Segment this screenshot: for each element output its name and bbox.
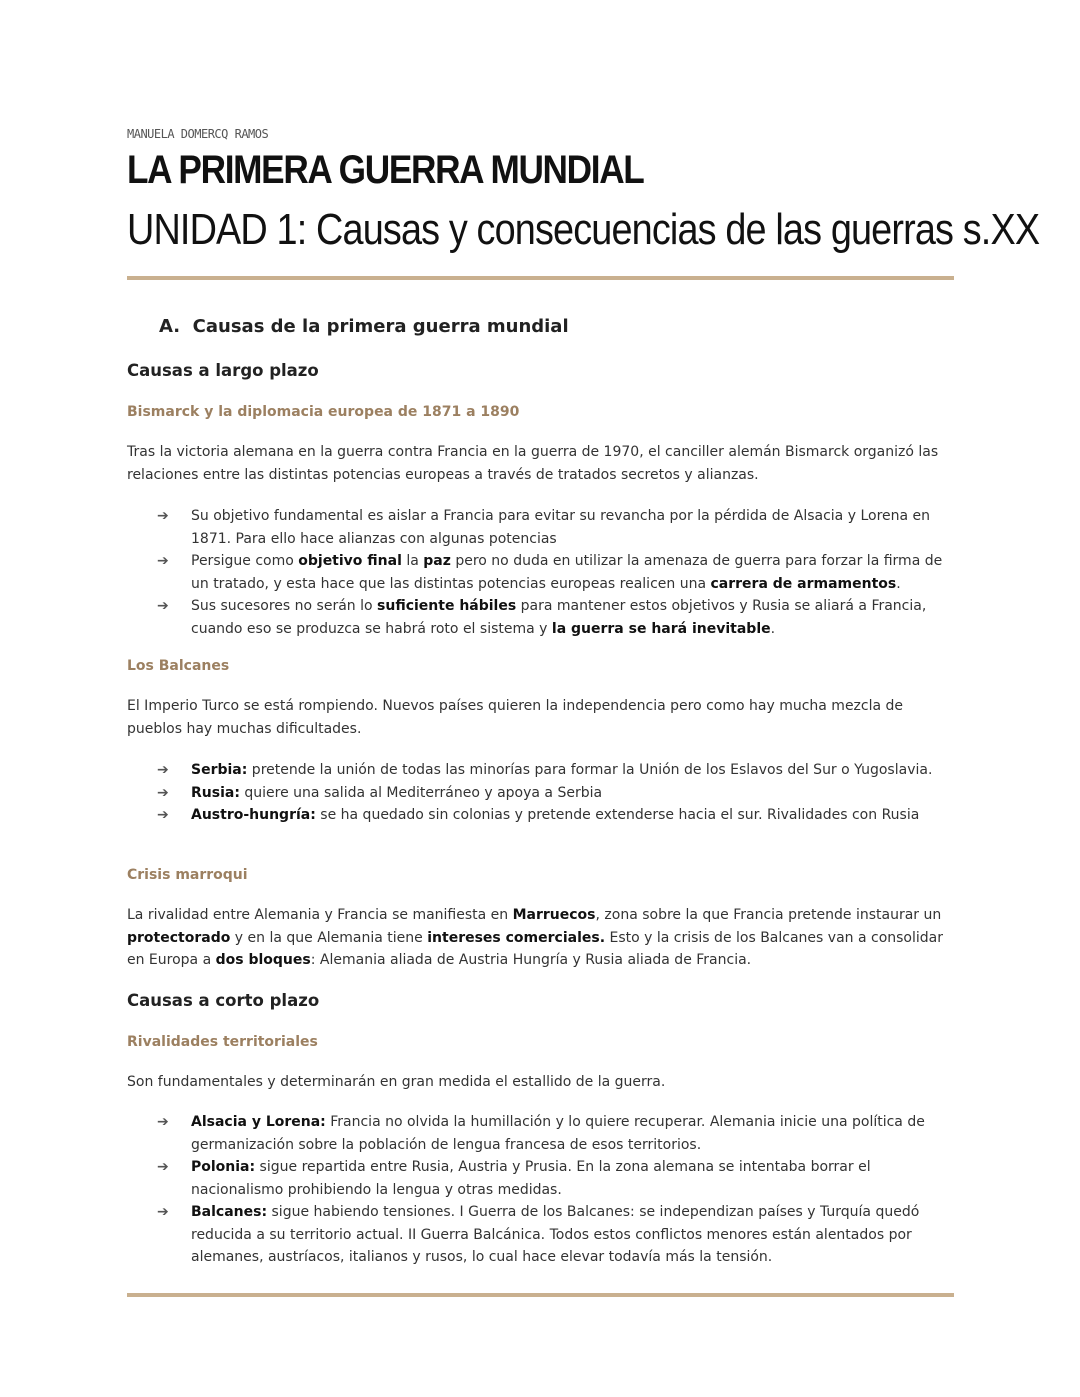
list-bismarck [157,505,954,640]
list-item: ➔ Persigue como objetivo final la paz pero no duda en utilizar la amenaza de guerra para forzar la firma de un tratado, y esta hace que las distintas potencias europeas realicen una carrera de armamentos. [157,550,954,595]
section-a-heading [159,316,569,337]
paragraph-bismarck-intro: Tras la victoria alemana en la guerra contra Francia en la guerra de 1970, el canciller alemán Bismarck organizó las relaciones entre las distintas potencias europeas a través de tratados secretos y alianzas. [127,444,939,483]
list-balcanes [157,759,954,827]
heading-corto-plazo: Causas a corto plazo [127,991,320,1010]
heading-largo-plazo: Causas a largo plazo [127,361,319,380]
list-item: ➔ Alsacia y Lorena: Francia no olvida la humillación y lo quiere recuperar. Alemania inicie una política de germanización sobre la población de lengua francesa de esos territorios. [157,1111,954,1156]
list-item: ➔ Sus sucesores no serán lo suficiente hábiles para mantener estos objetivos y Rusia se aliará a Francia, cuando eso se produzca se habrá roto el sistema y la guerra se hará inevitable. [157,595,954,640]
heading-balcanes: Los Balcanes [127,658,230,674]
arrow-right-icon: ➔ [157,784,169,801]
paragraph-rivalidades-intro: Son fundamentales y determinarán en gran medida el estallido de la guerra. [127,1074,666,1090]
list-item: ➔ Austro-hungría: se ha quedado sin colonias y pretende extenderse hacia el sur. Rivalidades con Rusia [157,804,954,827]
paragraph-balcanes-intro: El Imperio Turco se está rompiendo. Nuevos países quieren la independencia pero como hay mucha mezcla de pueblos hay muchas dificultades. [127,698,904,737]
list-item: ➔ Balcanes: sigue habiendo tensiones. I Guerra de los Balcanes: se independizan países y Turquía quedó reducida a su territorio actual. II Guerra Balcánica. Todos estos conflictos menores están alentados por alemanes, austríacos, italianos y rusos, lo cual hace elevar todavía más la tensión. [157,1201,954,1269]
footer-divider [127,1293,954,1297]
document-subtitle: UNIDAD 1: Causas y consecuencias de las guerras s.XX [127,205,1040,254]
list-rivalidades [157,1111,954,1269]
document-title: LA PRIMERA GUERRA MUNDIAL [127,148,644,192]
section-letter: A. [159,316,181,337]
section-title: Causas de la primera guerra mundial [192,316,569,337]
arrow-right-icon: ➔ [157,598,169,614]
list-item: ➔ Polonia: sigue repartida entre Rusia, Austria y Prusia. En la zona alemana se intentaba borrar el nacionalismo prohibiendo la lengua y otras medidas. [157,1156,954,1201]
list-item: ➔ Serbia: pretende la unión de todas las minorías para formar la Unión de los Eslavos del Sur o Yugoslavia. [157,759,954,782]
arrow-right-icon: ➔ [157,1114,169,1130]
arrow-right-icon: ➔ [157,553,169,569]
paragraph-crisis-marroqui: La rivalidad entre Alemania y Francia se manifiesta en Marruecos, zona sobre la que Francia pretende instaurar un protectorado y en la que Alemania tiene intereses comerciales. Esto y la crisis de los Balcanes van a consolidar en Europa a dos bloques: Alemania aliada de Austria Hungría y Rusia aliada de Francia. [127,907,943,968]
arrow-right-icon: ➔ [157,762,169,778]
list-item: ➔ Su objetivo fundamental es aislar a Francia para evitar su revancha por la pérdida de Alsacia y Lorena en 1871. Para ello hace alianzas con algunas potencias [157,505,954,550]
list-item: ➔ Rusia: quiere una salida al Mediterráneo y apoya a Serbia [157,782,954,805]
arrow-right-icon: ➔ [157,1204,169,1220]
arrow-right-icon: ➔ [157,807,169,823]
arrow-right-icon: ➔ [157,508,169,524]
heading-bismarck: Bismarck y la diplomacia europea de 1871 a 1890 [127,404,520,420]
heading-rivalidades-territoriales: Rivalidades territoriales [127,1034,318,1050]
heading-crisis-marroqui: Crisis marroqui [127,867,248,883]
arrow-right-icon: ➔ [157,1159,169,1175]
author-name: MANUELA DOMERCQ RAMOS [127,127,269,141]
header-divider [127,276,954,280]
